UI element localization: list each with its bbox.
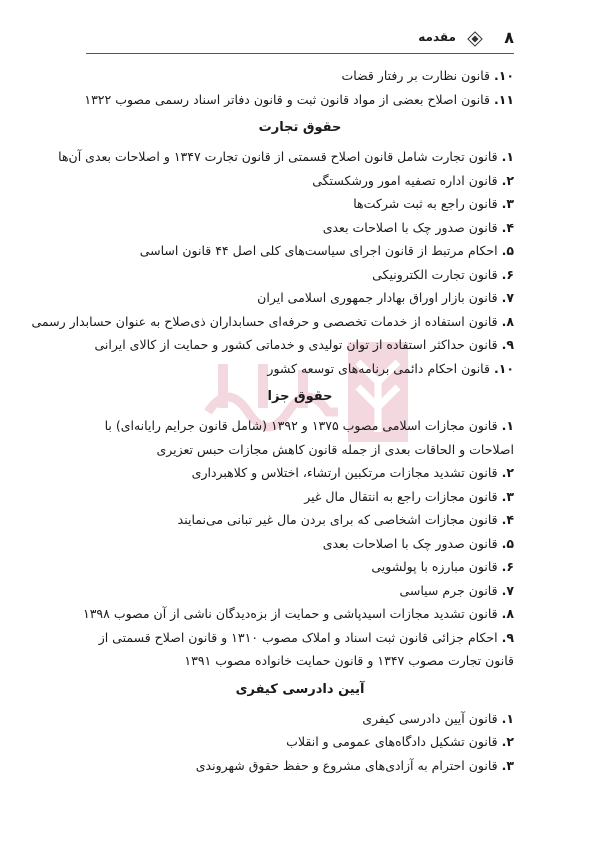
section-heading-commerce: حقوق تجارت (258, 120, 342, 135)
list-item: ۳.قانون مجازات راجع به انتقال مال غیر (304, 488, 514, 504)
list-item: ۸.قانون تشدید مجازات اسیدپاشی و حمایت از بزه‌دیدگان ناشی از آن مصوب ۱۳۹۸ (82, 606, 514, 621)
list-item: ۹.احکام جزائی قانون ثبت اسناد و املاک مصوب ۱۳۱۰ و قانون اصلاح قسمتی از قانون تجارت مصوب ۱۳۴۷ و قانون حمایت خانواده مصوب ۱۳۹۱ (98, 629, 514, 668)
list-item: ۴.قانون مجازات اشخاصی که برای بردن مال غیر تبانی می‌نمایند (177, 512, 514, 527)
list-item: ۴.قانون صدور چک با اصلاحات بعدی (322, 219, 514, 235)
list-item: ۵.احکام مرتبط از قانون اجرای سیاست‌های کلی اصل ۴۴ قانون اساسی (139, 243, 514, 258)
list-item: ۱۱.قانون اصلاح بعضی از مواد قانون ثبت و قانون دفاتر اسناد رسمی مصوب ۱۳۲۲ (84, 91, 514, 107)
list-item: ۶.قانون تجارت الکترونیکی (372, 266, 514, 282)
page-header (86, 28, 514, 54)
list-item: ۵.قانون صدور چک با اصلاحات بعدی (322, 535, 514, 551)
list-item: ۸.قانون استفاده از خدمات تخصصی و حرفه‌ای حسابداران ذی‌صلاح به عنوان حسابدار رسمی (31, 313, 514, 329)
list-item: ۳.قانون احترام به آزادی‌های مشروع و حفظ حقوق شهروندی (195, 757, 514, 773)
header-rule (86, 53, 514, 54)
diamond-ornament-icon (466, 30, 484, 48)
section-heading-criminal: حقوق جزا (267, 389, 333, 404)
chapter-title: مقدمه (418, 30, 456, 44)
list-item: ۷.قانون بازار اوراق بهادار جمهوری اسلامی ایران (257, 290, 514, 305)
list-item: ۲.قانون تشدید مجازات مرتکبین ارتشاء، اختلاس و کلاهبرداری (191, 465, 514, 480)
list-item: ۱۰.قانون نظارت بر رفتار قضات (341, 68, 514, 83)
list-item: ۱.قانون تجارت شامل قانون اصلاح قسمتی از قانون تجارت ۱۳۴۷ و اصلاحات بعدی آن‌ها (58, 149, 514, 164)
list-item: ۱.قانون آیین دادرسی کیفری (362, 710, 514, 726)
list-item: ۲.قانون اداره تصفیه امور ورشکستگی (312, 172, 514, 188)
list-item: ۳.قانون راجع به ثبت شرکت‌ها (353, 196, 514, 211)
list-item: ۷.قانون جرم سیاسی (399, 582, 514, 598)
page-number: ۸ (504, 28, 514, 47)
list-item: ۶.قانون مبارزه با پولشویی (371, 559, 514, 574)
list-item: ۲.قانون تشکیل دادگاه‌های عمومی و انقلاب (286, 734, 514, 749)
section-heading-criminal-procedure: آیین دادرسی کیفری (235, 681, 365, 697)
page-content (31, 64, 514, 777)
list-item: ۱.قانون مجازات اسلامی مصوب ۱۳۷۵ و ۱۳۹۲ (شامل قانون جرایم رایانه‌ای) با اصلاحات و الحاقات بعدی از جمله قانون کاهش مجازات حبس تعزیری (104, 418, 514, 457)
list-item: ۹.قانون حداکثر استفاده از توان تولیدی و خدماتی کشور و حمایت از کالای ایرانی (94, 337, 514, 352)
list-item: ۱۰.قانون احکام دائمی برنامه‌های توسعه کشور (267, 360, 514, 376)
